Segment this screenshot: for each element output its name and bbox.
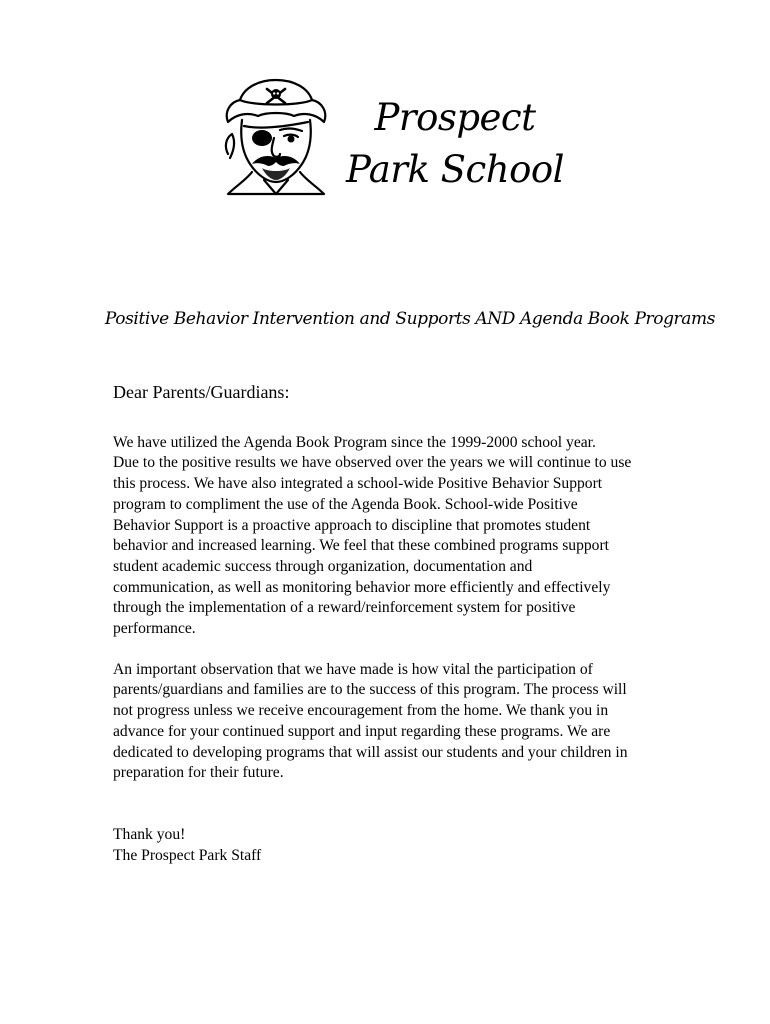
letter-paragraph: We have utilized the Agenda Book Program since the 1999-2000 school year. Due to the positive results we have observed over the years we will continue to use this process. We have also integrated a school-wide Positive Behavior Support program to compliment the use of the Agenda Book. School-wide Positive Behavior Support is a proactive approach to discipline that promotes student behavior and increased learning. We feel that these combined programs support student academic success through organization, documentation and communication, as well as monitoring behavior more efficiently and effectively through the implementation of a reward/reinforcement system for positive performance. <box>113 433 632 638</box>
closing-block <box>113 824 693 866</box>
letter-paragraph: An important observation that we have made is how vital the participation of parents/guardians and families are to the success of this program. The process will not progress unless we receive encouragement from the home. We thank you in advance for your continued support and input regarding these programs. We are dedicated to developing programs that will assist our students and your children in preparation for their future. <box>113 660 628 782</box>
signature: The Prospect Park Staff <box>113 846 262 864</box>
pirate-mascot-icon <box>222 76 330 198</box>
closing-line: Thank you! <box>113 825 186 843</box>
letterhead <box>0 0 770 210</box>
letter-body <box>113 382 693 866</box>
school-name: Prospect Park School <box>346 96 564 191</box>
salutation: Dear Parents/Guardians: <box>113 382 290 402</box>
program-title: Positive Behavior Intervention and Supports AND Agenda Book Programs <box>104 309 716 329</box>
